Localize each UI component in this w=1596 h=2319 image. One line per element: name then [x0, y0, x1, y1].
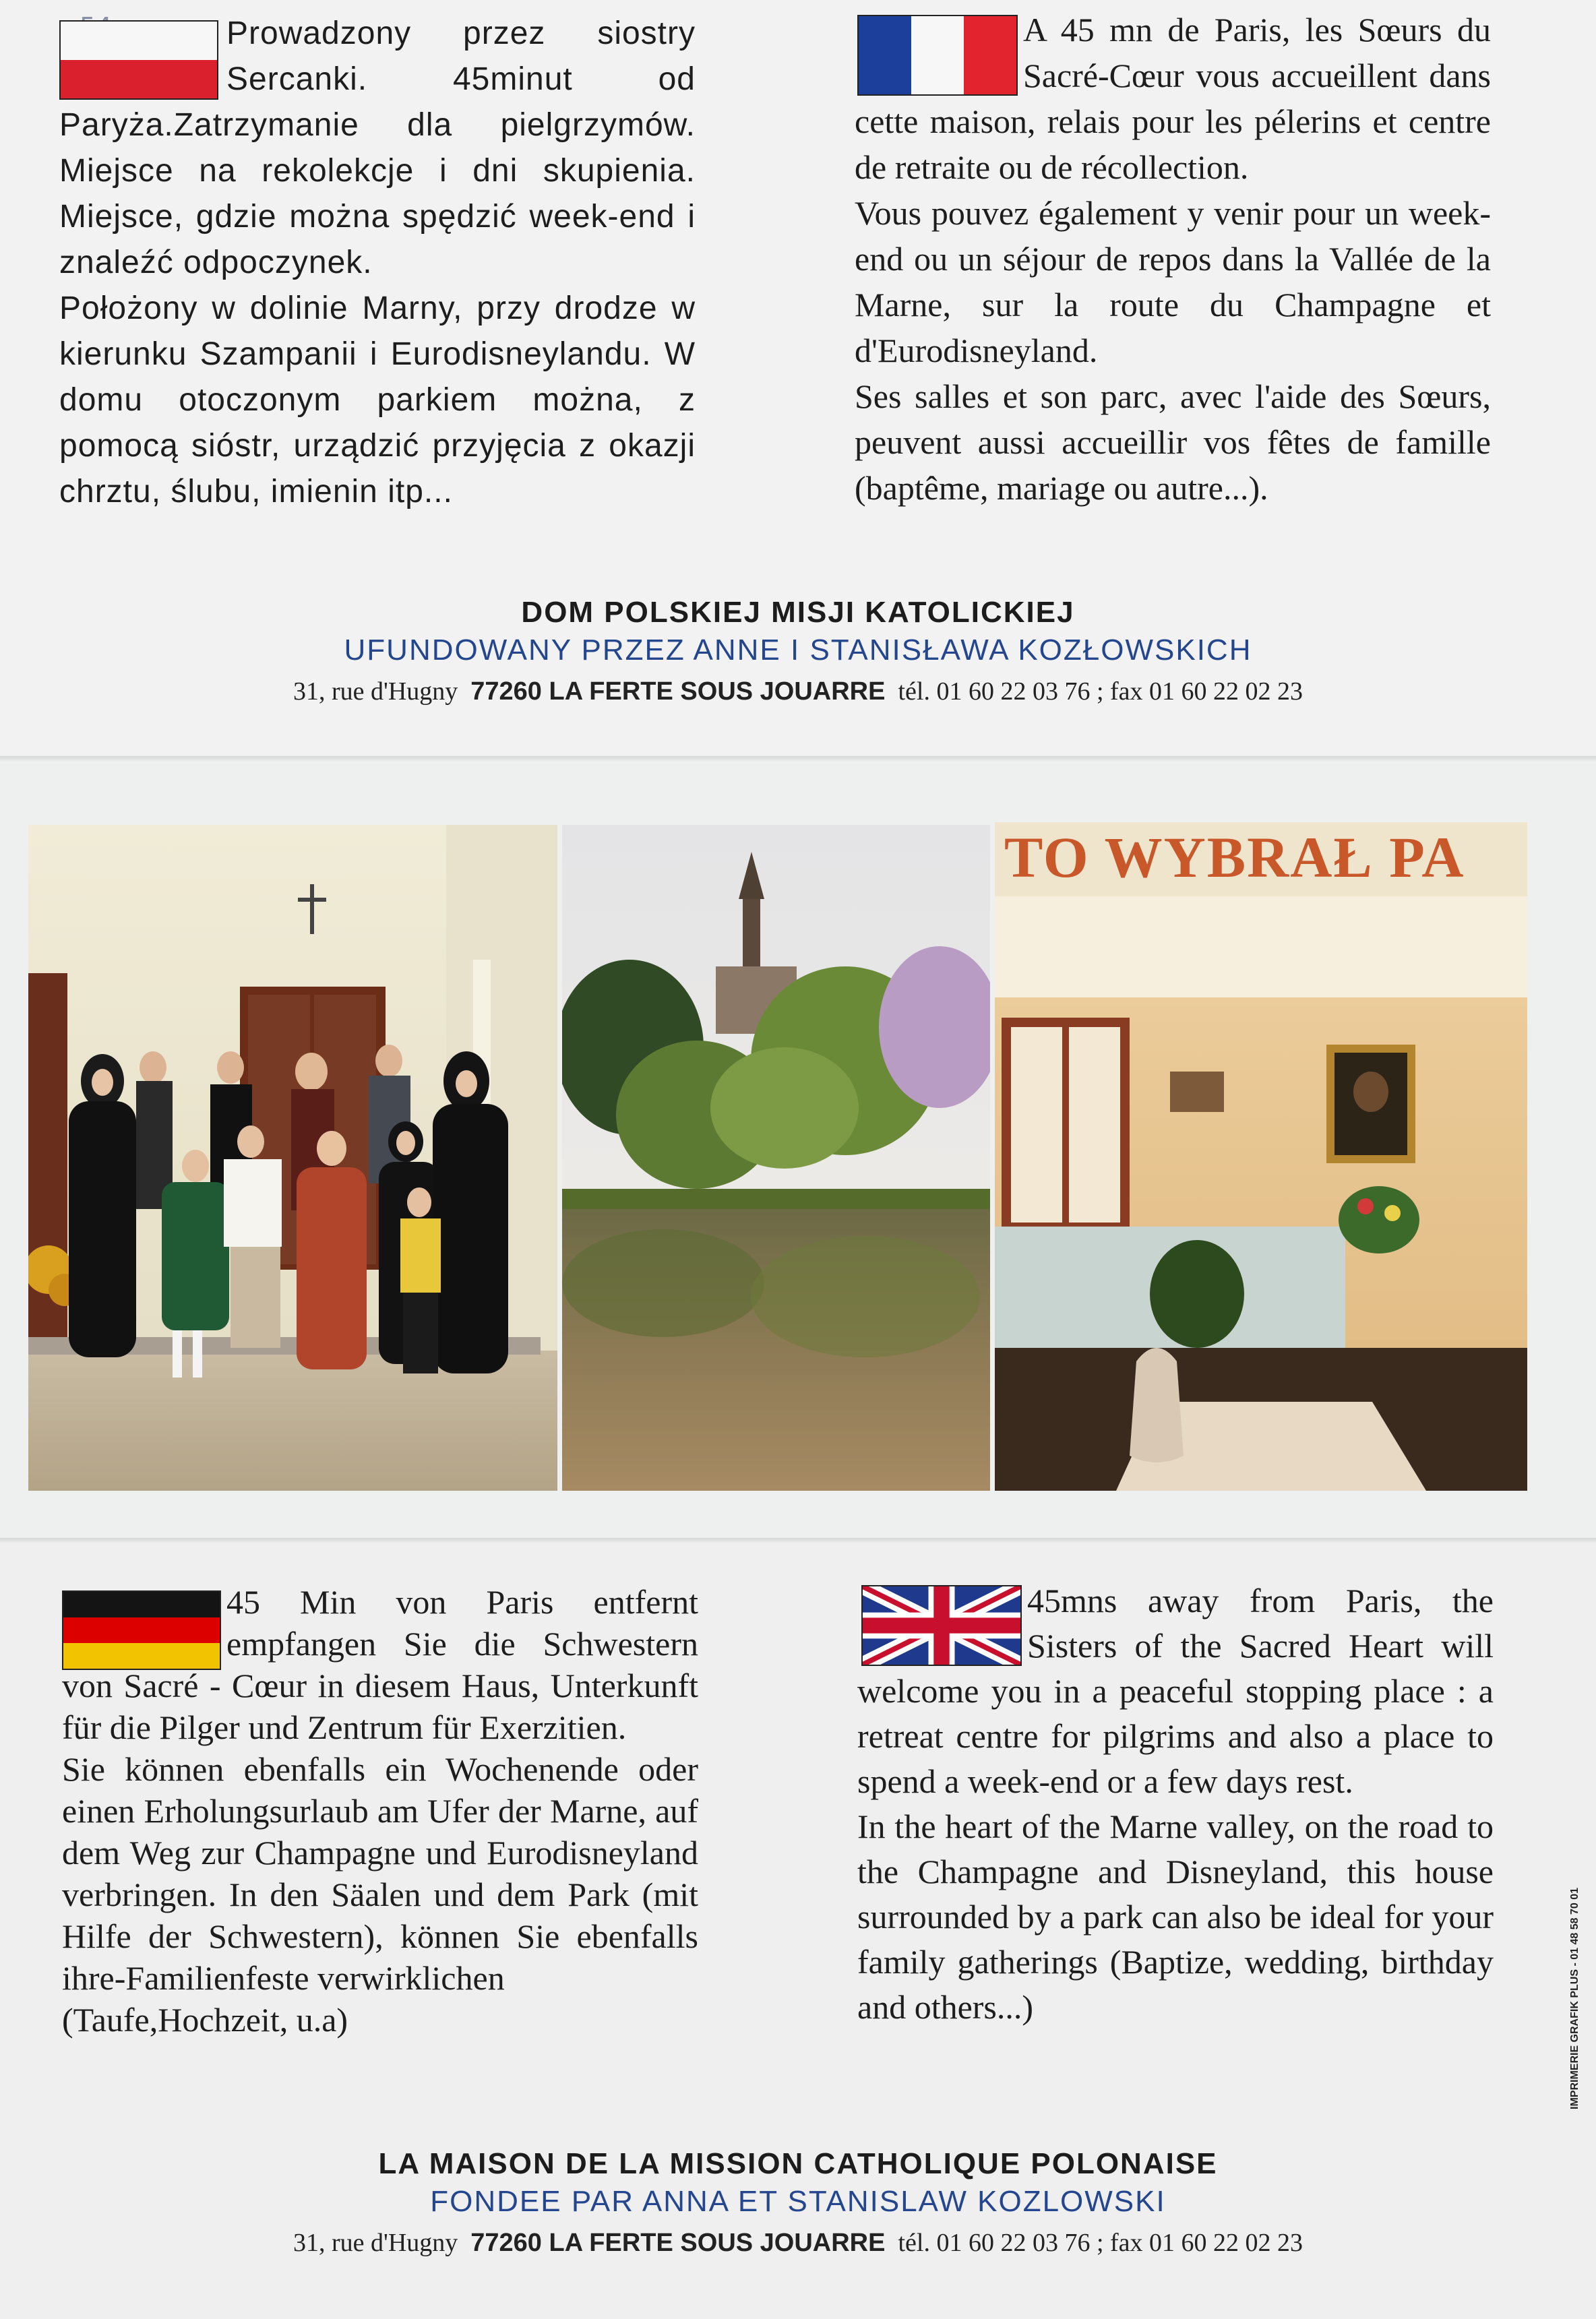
polish-paragraph-1: Prowadzony przez siostry Sercanki. 45minut od Paryża.Zatrzymanie dla pielgrzymów. Miejsce na rekolekcje i dni skupienia. Miejsce, gdzie można spędzić week-end i znaleźć odpoczynek.: [59, 16, 696, 280]
address-town: 77260 LA FERTE SOUS JOUARRE: [470, 677, 886, 706]
footer-founders: UFUNDOWANY PRZEZ ANNE I STANISŁAWA KOZŁOWSKICH: [344, 633, 1252, 667]
french-description: [855, 7, 1491, 511]
chapel-banner: TO WYBRAŁ PA: [1004, 825, 1465, 890]
chapel-photo-svg: [995, 822, 1527, 1491]
french-paragraph-1: A 45 mn de Paris, les Sœurs du Sacré-Cœur vous accueillent dans cette maison, relais pour les pélerins et centre de retraite ou de récollection.: [855, 11, 1491, 186]
french-paragraph-3: Ses salles et son parc, avec l'aide des Sœurs, peuvent aussi accueillir vos fêtes de famille (baptême, mariage ou autre...).: [855, 377, 1491, 507]
german-paragraph-2: Sie können ebenfalls ein Wochenende oder einen Erholungsurlaub am Ufer der Marne, auf dem Weg zur Champagne und Eurodisneyland verbringen. In den Säalen und dem Park (mit Hilfe der Schwestern), können Sie ebenfalls ihre-Familienfeste verwirklichen: [62, 1750, 698, 1997]
address-town: 77260 LA FERTE SOUS JOUARRE: [470, 2229, 886, 2257]
address-phone: tél. 01 60 22 03 76 ; fax 01 60 22 02 23: [898, 677, 1303, 706]
chapel-photo: [995, 822, 1527, 1491]
address-street: 31, rue d'Hugny: [293, 677, 458, 706]
top-panel: [0, 0, 1596, 755]
english-description: [857, 1578, 1494, 2030]
address-street: 31, rue d'Hugny: [293, 2229, 458, 2257]
english-paragraph-1: 45mns away from Paris, the Sisters of the Sacred Heart will welcome you in a peaceful stopping place : a retreat centre for pilgrims and also a place to spend a week-end or a few days rest.: [857, 1582, 1494, 1800]
footer-address: [0, 677, 1596, 706]
bottom-panel: [0, 1543, 1596, 2319]
french-paragraph-2: Vous pouvez également y venir pour un week-end ou un séjour de repos dans la Vallée de la Marne, sur la route du Champagne et d'Eurodisneyland.: [855, 194, 1491, 369]
german-paragraph-3: (Taufe,Hochzeit, u.a): [62, 2001, 348, 2039]
group-photo-svg: [28, 825, 557, 1491]
polish-mission-footer: [0, 596, 1596, 706]
lake-photo: [562, 825, 990, 1491]
polish-description: [59, 11, 696, 515]
footer-title: LA MAISON DE LA MISSION CATHOLIQUE POLONAISE: [378, 2147, 1218, 2180]
address-phone: tél. 01 60 22 03 76 ; fax 01 60 22 02 23: [898, 2229, 1303, 2257]
german-paragraph-1: 45 Min von Paris entfernt empfangen Sie die Schwestern von Sacré - Cœur in diesem Haus, Unterkunft für die Pilger und Zentrum für Exerzitien.: [62, 1583, 698, 1746]
french-mission-footer: [0, 2147, 1596, 2258]
group-photo: [28, 825, 557, 1491]
printer-credit: IMPRIMERIE GRAFIK PLUS - 01 48 58 70 01: [1569, 1888, 1580, 2109]
footer-founders: FONDEE PAR ANNA ET STANISLAW KOZLOWSKI: [430, 2185, 1166, 2218]
footer-address: [0, 2228, 1596, 2258]
footer-title: DOM POLSKIEJ MISJI KATOLICKIEJ: [521, 596, 1075, 629]
german-description: [62, 1581, 698, 2041]
english-paragraph-2: In the heart of the Marne valley, on the road to the Champagne and Disneyland, this house surrounded by a park can also be ideal for your family gatherings (Baptize, wedding, birthday and others...): [857, 1807, 1494, 2026]
lake-photo-svg: [562, 825, 990, 1491]
fold-line: [0, 756, 1596, 763]
polish-paragraph-2: Położony w dolinie Marny, przy drodze w kierunku Szampanii i Eurodisneylandu. W domu otoczonym parkiem można, z pomocą sióstr, urządzić przyjęcia z okazji chrztu, ślubu, imienin itp...: [59, 290, 696, 509]
